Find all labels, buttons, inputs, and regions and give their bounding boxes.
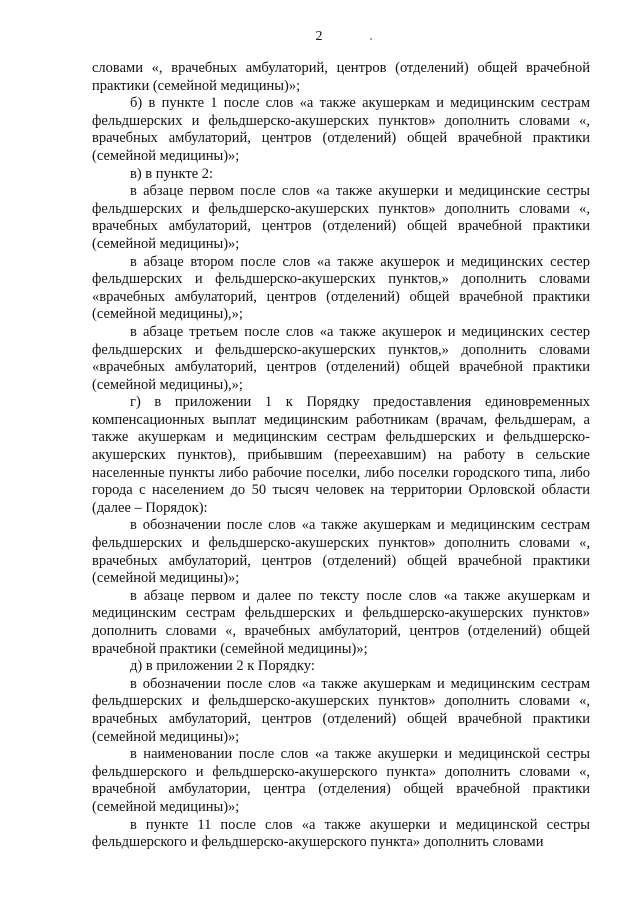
paragraph: словами «, врачебных амбулаторий, центров (отделений) общей врачебной практики (семейной медицины)»; bbox=[92, 60, 590, 94]
paragraph: д) в приложении 2 к Порядку: bbox=[130, 658, 315, 675]
paragraph: в абзаце втором после слов «а также акушерок и медицинских сестер фельдшерских и фельдшерско-акушерских пунктов,» дополнить словами «врачебных амбулаторий, центров (отделений) общей врачебной практики (семейной медицины),»; bbox=[92, 253, 590, 323]
paragraph: в абзаце первом после слов «а также акушерки и медицинские сестры фельдшерских и фельдшерско-акушерских пунктов» дополнить словами «, врачебных амбулаторий, центров (отделений) общей врачебной практики (семейной медицины)»; bbox=[92, 183, 590, 252]
paragraph: в наименовании после слов «а также акушерки и медицинской сестры фельдшерского и фельдшерско-акушерского пункта» дополнить словами «, врачебной амбулатории, центра (отделения) общей врачебной практики (семейной медицины)»; bbox=[92, 746, 590, 815]
scan-speck bbox=[370, 38, 372, 40]
paragraph: в) в пункте 2: bbox=[130, 165, 214, 182]
page-number: 2 bbox=[315, 29, 323, 44]
paragraph: в пункте 11 после слов «а также акушерки и медицинской сестры фельдшерского и фельдшерско-акушерского пункта» дополнить словами bbox=[92, 816, 590, 851]
paragraph: в абзаце первом и далее по тексту после слов «а также акушеркам и медицинским сестрам фельдшерских и фельдшерско-акушерских пунктов» дополнить словами «, врачебных амбулаторий, центров (отделений) общей врачебной практики (семейной медицины)»; bbox=[92, 587, 590, 657]
paragraph: г) в приложении 1 к Порядку предоставления единовременных компенсационных выплат медицинским работникам (врачам, фельдшерам, а также акушеркам и медицинским сестрам фельдшерских и фельдшерско-акушерских пунктов), прибывшим (переехавшим) на работу в сельские населенные пункты либо рабочие поселки, либо поселки городского типа, либо города с населением до 50 тысяч человек на территории Орловской области (далее – Порядок): bbox=[92, 394, 590, 516]
paragraph: б) в пункте 1 после слов «а также акушеркам и медицинским сестрам фельдшерских и фельдшерско-акушерских пунктов» дополнить словами «, врачебных амбулаторий, центров (отделений) общей врачебной практики (семейной медицины)»; bbox=[92, 95, 590, 164]
paragraph: в обозначении после слов «а также акушеркам и медицинским сестрам фельдшерских и фельдшерско-акушерских пунктов» дополнить словами «, врачебных амбулаторий, центров (отделений) общей врачебной практики (семейной медицины)»; bbox=[92, 675, 590, 745]
document-body bbox=[92, 60, 590, 852]
paragraph: в обозначении после слов «а также акушеркам и медицинским сестрам фельдшерских и фельдшерско-акушерских пунктов» дополнить словами «, врачебных амбулаторий, центров (отделений) общей врачебной практики (семейной медицины)»; bbox=[92, 517, 590, 587]
paragraph: в абзаце третьем после слов «а также акушерок и медицинских сестер фельдшерских и фельдшерско-акушерских пунктов,» дополнить словами «врачебных амбулаторий, центров (отделений) общей врачебной практики (семейной медицины),»; bbox=[92, 323, 590, 393]
